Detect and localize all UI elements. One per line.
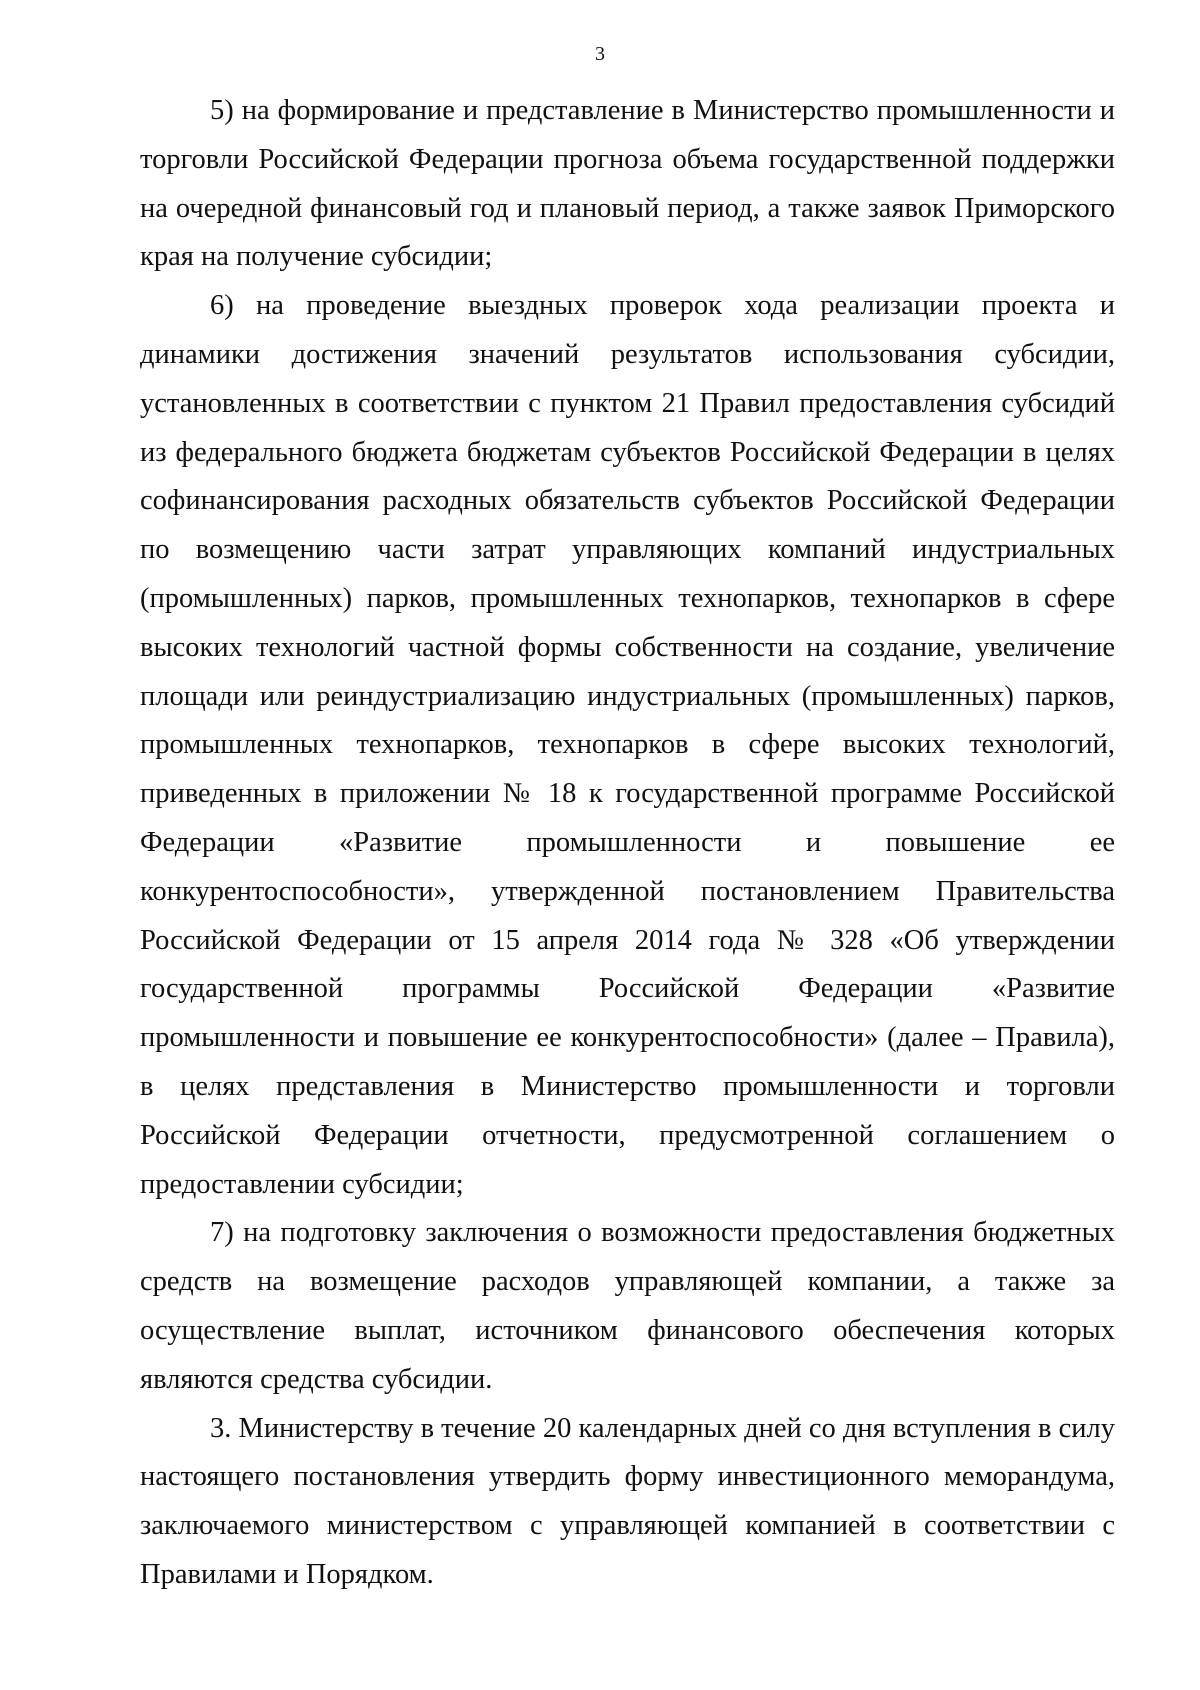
document-body: [140, 87, 1115, 1600]
paragraph-item-6: 6) на проведение выездных проверок хода реализации проекта и динамики достижения значений результатов использования субсидии, установленных в соответствии с пунктом 21 Правил предоставления субсидий из федерального бюджета бюджетам субъектов Российской Федерации в целях софинансирования расходных обязательств субъектов Российской Федерации по возмещению части затрат управляющих компаний индустриальных (промышленных) парков, промышленных технопарков, технопарков в сфере высоких технологий частной формы собственности на создание, увеличение площади или реиндустриализацию индустриальных (промышленных) парков, промышленных технопарков, технопарков в сфере высоких технологий, приведенных в приложении № 18 к государственной программе Российской Федерации «Развитие промышленности и повышение ее конкурентоспособности», утвержденной постановлением Правительства Российской Федерации от 15 апреля 2014 года № 328 «Об утверждении государственной программы Российской Федерации «Развитие промышленности и повышение ее конкурентоспособности» (далее – Правила), в целях представления в Министерство промышленности и торговли Российской Федерации отчетности, предусмотренной соглашением о предоставлении субсидии;: [140, 290, 1115, 1200]
paragraph-item-7: 7) на подготовку заключения о возможности предоставления бюджетных средств на возмещение расходов управляющей компании, а также за осуществление выплат, источником финансового обеспечения которых являются средства субсидии.: [140, 1217, 1115, 1395]
page-number: 3: [595, 43, 605, 65]
paragraph-item-5: 5) на формирование и представление в Министерство промышленности и торговли Российской Федерации прогноза объема государственной поддержки на очередной финансовый год и плановый период, а также заявок Приморского края на получение субсидии;: [140, 95, 1115, 273]
paragraph-point-3: 3. Министерству в течение 20 календарных дней со дня вступления в силу настоящего постановления утвердить форму инвестиционного меморандума, заключаемого министерством с управляющей компанией в соответствии с Правилами и Порядком.: [140, 1412, 1115, 1590]
